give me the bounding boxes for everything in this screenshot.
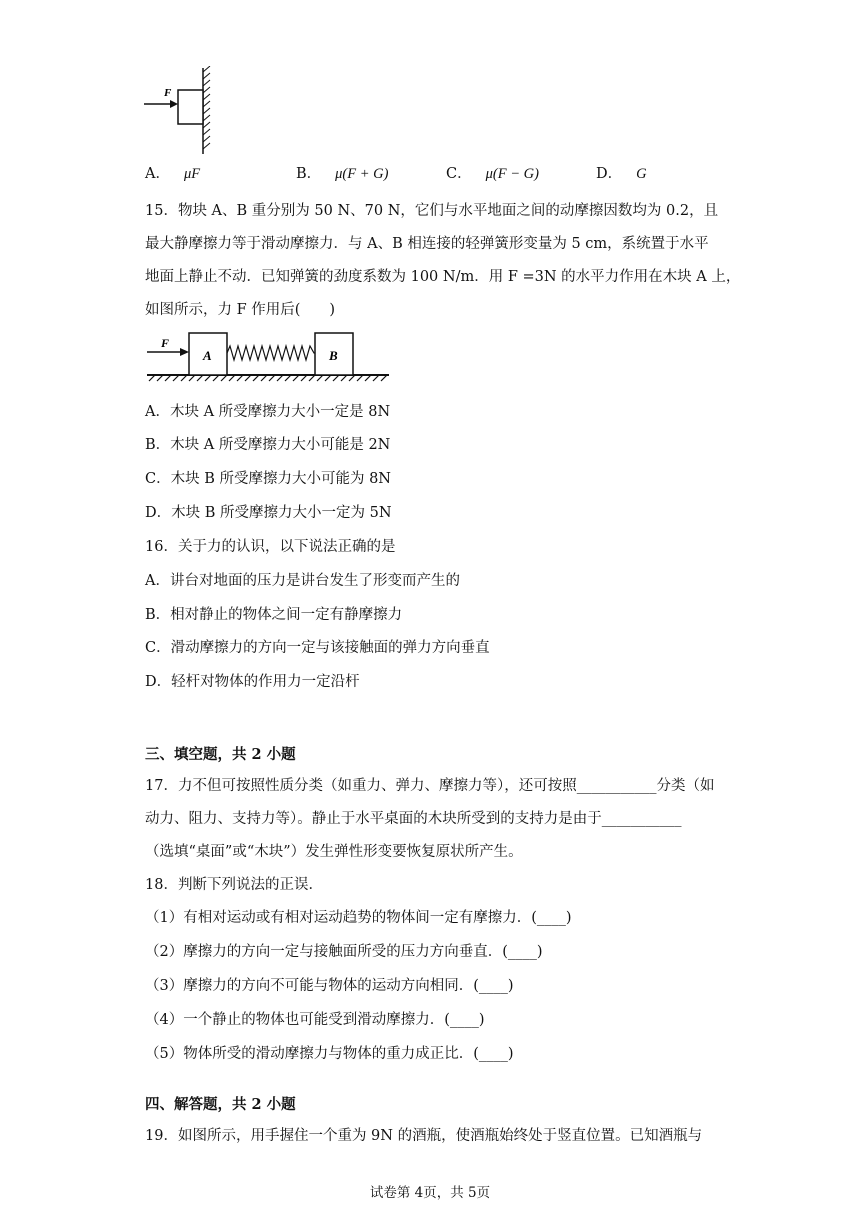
q17-line-3: （选填“桌面”或“木块”）发生弹性形变要恢复原状所产生。 xyxy=(145,844,523,860)
q18-item-4: （4）一个静止的物体也可能受到滑动摩擦力．(____) xyxy=(145,1012,485,1028)
q15-option-c: C．木块 B 所受摩擦力大小可能为 8N xyxy=(145,471,391,487)
block-wall-figure xyxy=(140,66,220,158)
block-b-label: B xyxy=(329,348,338,363)
q18-item-1: （1）有相对运动或有相对运动趋势的物体间一定有摩擦力．(____) xyxy=(145,910,572,926)
force-label: F xyxy=(164,87,172,99)
q15-option-b: B．木块 A 所受摩擦力大小可能是 2N xyxy=(145,437,391,453)
q17-line-2: 动力、阻力、支持力等）。静止于水平桌面的木块所受到的支持力是由于___________ xyxy=(145,811,682,827)
q15-option-a: A．木块 A 所受摩擦力大小一定是 8N xyxy=(145,404,391,420)
spring-blocks-figure xyxy=(145,330,395,386)
spring xyxy=(227,346,315,360)
q18-item-5: （5）物体所受的滑动摩擦力与物体的重力成正比．(____) xyxy=(145,1046,514,1062)
q17-line-1: 17．力不但可按照性质分类（如重力、弹力、摩擦力等），还可按照___________分类（如 xyxy=(145,778,715,794)
q14-option-a: A． μF xyxy=(145,166,201,182)
force-arrowhead xyxy=(170,100,178,108)
q15-line-2: 最大静摩擦力等于滑动摩擦力．与 A、B 相连接的轻弹簧形变量为 5 cm，系统置于水平 xyxy=(145,236,709,252)
force-label: F xyxy=(161,336,170,350)
q14-option-b: B． μ(F + G) xyxy=(296,166,389,182)
section-3-title: 三、填空题，共 2 小题 xyxy=(145,746,296,763)
q18-item-2: （2）摩擦力的方向一定与接触面所受的压力方向垂直．(____) xyxy=(145,944,543,960)
section-4-title: 四、解答题，共 2 小题 xyxy=(145,1096,296,1113)
q15-line-3: 地面上静止不动．已知弹簧的劲度系数为 100 N/m．用 F =3N 的水平力作用在木块 A 上， xyxy=(145,269,741,285)
q14-option-c: C． μ(F − G) xyxy=(446,166,539,182)
q15-option-d: D．木块 B 所受摩擦力大小一定为 5N xyxy=(145,505,392,521)
block-a-label: A xyxy=(203,348,212,363)
q16-option-b: B．相对静止的物体之间一定有静摩擦力 xyxy=(145,607,403,623)
q19-line-1: 19．如图所示，用手握住一个重为 9N 的酒瓶，使酒瓶始终处于竖直位置。已知酒瓶与 xyxy=(145,1128,703,1144)
q16-option-a: A．讲台对地面的压力是讲台发生了形变而产生的 xyxy=(145,573,460,589)
q16-option-d: D．轻杆对物体的作用力一定沿杆 xyxy=(145,674,360,690)
wall-hatching xyxy=(203,66,210,149)
force-arrowhead xyxy=(180,348,189,356)
q15-line-4: 如图所示，力 F 作用后( ) xyxy=(145,302,336,318)
block xyxy=(178,90,203,124)
q14-option-d: D． G xyxy=(596,166,647,182)
page-footer: 试卷第 4页，共 5页 xyxy=(369,1185,491,1201)
q16-stem: 16．关于力的认识，以下说法正确的是 xyxy=(145,539,396,555)
q16-option-c: C．滑动摩擦力的方向一定与该接触面的弹力方向垂直 xyxy=(145,640,490,656)
q15-line-1: 15．物块 A、B 重分别为 50 N、70 N，它们与水平地面之间的动摩擦因数均为 0.2，且 xyxy=(145,203,719,219)
q18-item-3: （3）摩擦力的方向不可能与物体的运动方向相同．(____) xyxy=(145,978,514,994)
q18-stem: 18．判断下列说法的正误． xyxy=(145,877,323,893)
